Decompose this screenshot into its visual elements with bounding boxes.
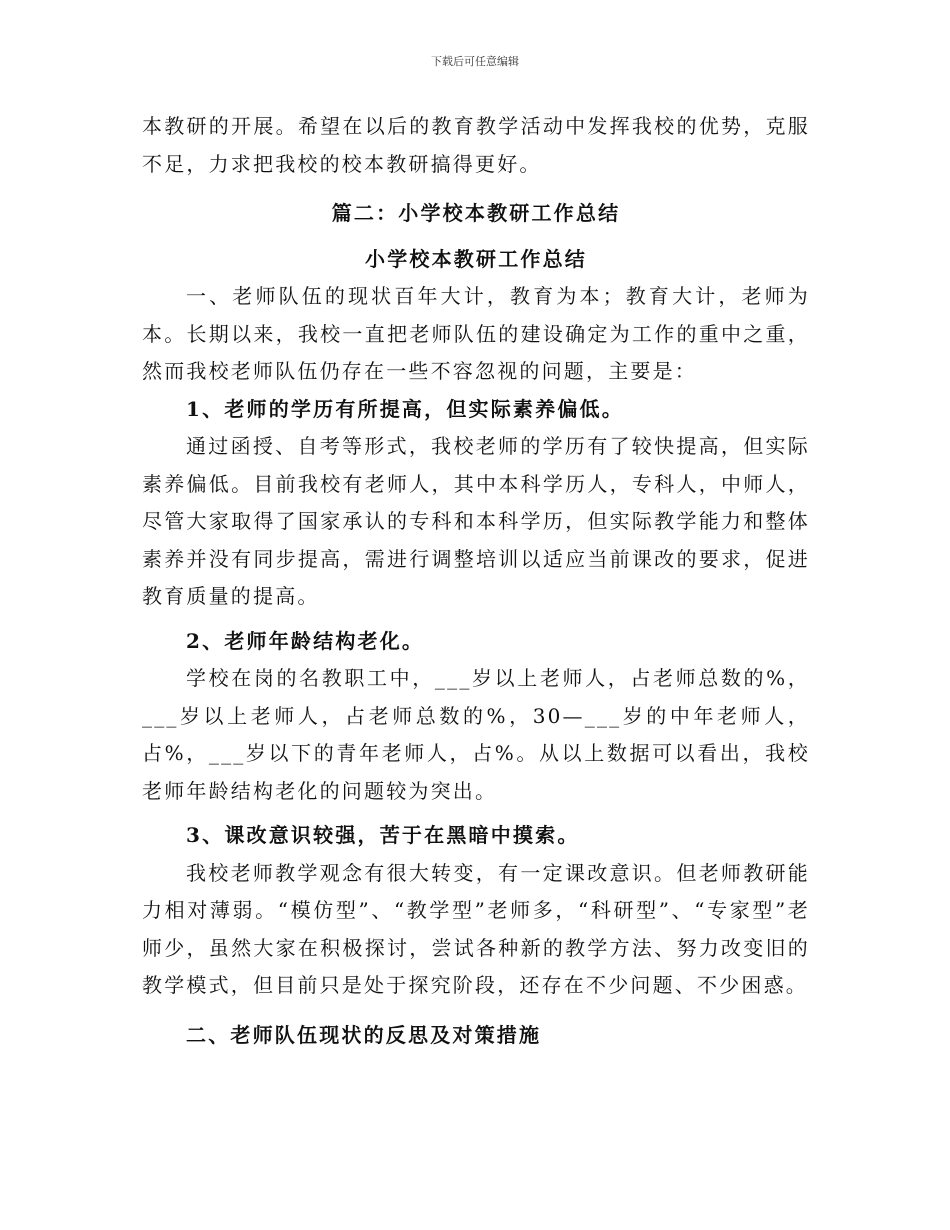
- article-subtitle: 小学校本教研工作总结: [365, 246, 587, 271]
- page-header: 下载后可任意编辑: [431, 55, 519, 68]
- section-heading-4: 二、老师队伍现状的反思及对策措施: [186, 1022, 542, 1047]
- paragraph-intro: 一、老师队伍的现状百年大计，教育为本；教育大计，老师为本。长期以来，我校一直把老师队伍的建设确定为工作的重中之重，然而我校老师队伍仍存在一些不容忽视的问题，主要是：: [142, 284, 810, 383]
- paragraph-reform: 我校老师教学观念有很大转变，有一定课改意识。但老师教研能力相对薄弱。“模仿型”、“教学型”老师多，“科研型”、“专家型”老师少，虽然大家在积极探讨，尝试各种新的教学方法、努力改变旧的教学模式，但目前只是处于探究阶段，还存在不少问题、不少困惑。: [142, 860, 810, 997]
- article-title: 篇二：小学校本教研工作总结: [331, 201, 621, 225]
- section-heading-3: 3、课改意识较强，苦于在黑暗中摸索。: [186, 823, 580, 847]
- section-heading-2: 2、老师年龄结构老化。: [186, 628, 425, 653]
- document-body: [142, 108, 810, 1054]
- paragraph-age: 学校在岗的名教职工中，___岁以上老师人，占老师总数的%，___岁以上老师人，占老师总数的%，30—___岁的中年老师人，占%，___岁以下的青年老师人，占%。从以上数据可以看出，我校老师年龄结构老化的问题较为突出。: [142, 666, 810, 803]
- section-heading-1: 1、老师的学历有所提高，但实际素养偏低。: [186, 396, 624, 421]
- paragraph-continued: 本教研的开展。希望在以后的教育教学活动中发挥我校的优势，克服不足，力求把我校的校本教研搞得更好。: [142, 114, 810, 176]
- paragraph-education: 通过函授、自考等形式，我校老师的学历有了较快提高，但实际素养偏低。目前我校有老师人，其中本科学历人，专科人，中师人，尽管大家取得了国家承认的专科和本科学历，但实际教学能力和整体素养并没有同步提高，需进行调整培训以适应当前课改的要求，促进教育质量的提高。: [142, 434, 810, 608]
